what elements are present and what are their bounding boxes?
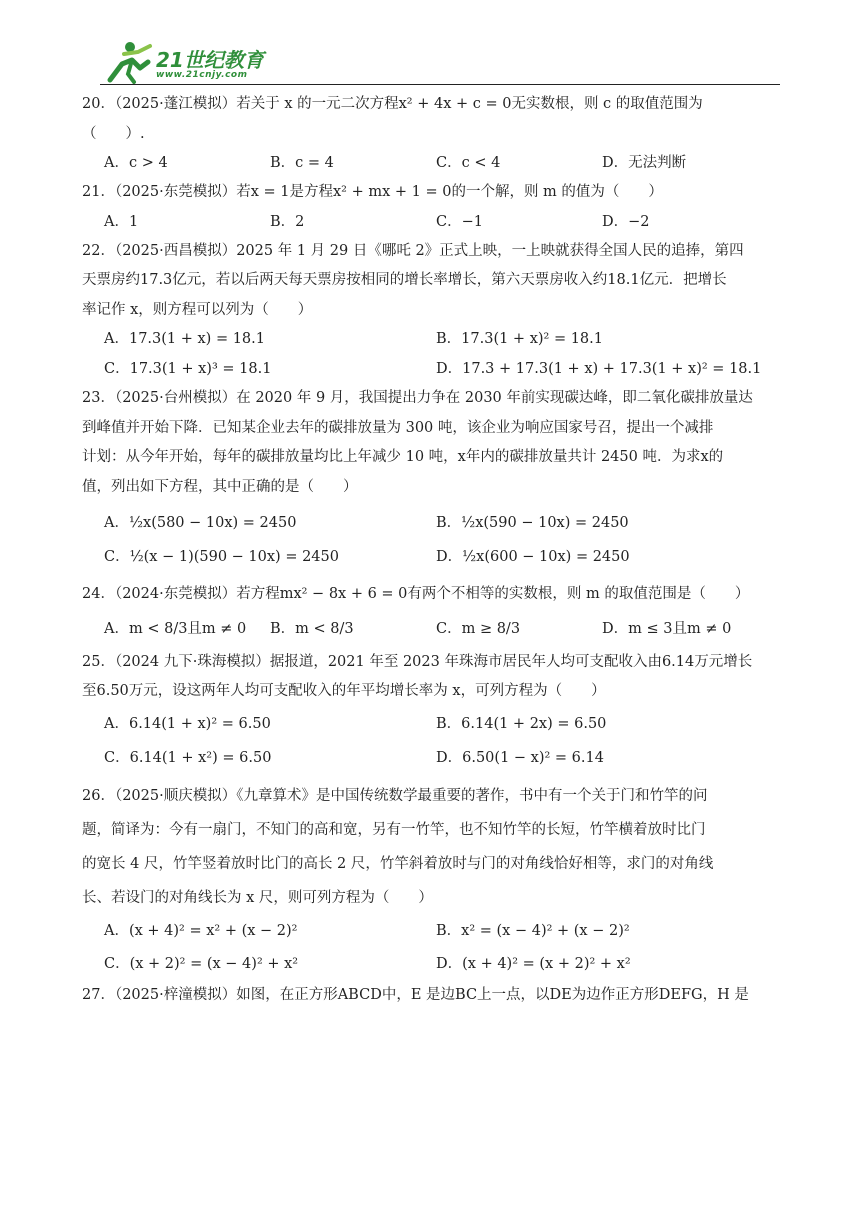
question-stem: 23．（2025·台州模拟）在 2020 年 9 月，我国提出力争在 2030 年前实现碳达峰，即二氧化碳排放量达 [82, 390, 753, 406]
option-d[interactable]: D．无法判断 [602, 155, 687, 171]
question-stem: 26．（2025·顺庆模拟）《九章算术》是中国传统数学最重要的著作，书中有一个关于门和竹竿的问 [82, 787, 708, 804]
option-group [82, 149, 782, 178]
question-26 [82, 779, 782, 981]
question-stem: 的宽长 4 尺，竹竿竖着放时比门的高长 2 尺，竹竿斜着放时与门的对角线恰好相等，求门的对角线 [82, 855, 714, 872]
option-d[interactable]: D．6.50(1 − x)² = 6.14 [436, 749, 604, 766]
question-stem: 22．（2025·西昌模拟）2025 年 1 月 29 日《哪吒 2》正式上映，一上映就获得全国人民的追捧，第四 [82, 242, 744, 259]
option-group [82, 325, 782, 384]
header-rule [100, 84, 780, 85]
question-stem: 24．（2024·东莞模拟）若方程mx² − 8x + 6 = 0有两个不相等的实数根，则 m 的取值范围是（ ） [82, 586, 750, 602]
question-stem: 25．（2024 九下·珠海模拟）据报道，2021 年至 2023 年珠海市居民年人均可支配收入由6.14万元增长 [82, 653, 753, 670]
page-header [100, 38, 780, 86]
option-a[interactable]: A．1 [104, 213, 139, 230]
option-c[interactable]: C．17.3(1 + x)³ = 18.1 [104, 360, 272, 377]
question-stem: 题，简译为：今有一扇门，不知门的高和宽，另有一竹竿，也不知竹竿的长短，竹竿横着放时比门 [82, 821, 706, 838]
option-d[interactable]: D．m ≤ 3且m ≠ 0 [602, 620, 732, 637]
option-group [82, 610, 782, 648]
option-c[interactable]: C．m ≥ 8/3 [436, 620, 521, 637]
question-25 [82, 648, 782, 775]
option-b[interactable]: B．c = 4 [270, 155, 334, 171]
question-22 [82, 237, 782, 385]
option-b[interactable]: B．m < 8/3 [270, 620, 354, 637]
option-group [82, 707, 782, 775]
question-list [82, 90, 782, 1010]
option-d[interactable]: D．17.3 + 17.3(1 + x) + 17.3(1 + x)² = 18.1 [436, 360, 762, 377]
question-stem: 27．（2025·梓潼模拟）如图，在正方形ABCD中，E 是边BC上一点，以DE为边作正方形DEFG，H 是 [82, 986, 749, 1003]
question-stem: 20．（2025·蓬江模拟）若关于 x 的一元二次方程x² + 4x + c = 0无实数根，则 c 的取值范围为 [82, 96, 703, 112]
question-stem: 至6.50万元，设这两年人均可支配收入的年平均增长率为 x，可列方程为（ ） [82, 683, 606, 699]
option-group [82, 915, 782, 981]
option-b[interactable]: B．½x(590 − 10x) = 2450 [436, 515, 629, 531]
option-d[interactable]: D．(x + 4)² = (x + 2)² + x² [436, 955, 631, 972]
question-stem: 到峰值并开始下降．已知某企业去年的碳排放量为 300 吨，该企业为响应国家号召，提出一个减排 [82, 419, 714, 436]
option-b[interactable]: B．2 [270, 213, 305, 230]
option-c[interactable]: C．(x + 2)² = (x − 4)² + x² [104, 955, 299, 972]
option-a[interactable]: A．6.14(1 + x)² = 6.50 [104, 715, 271, 732]
option-a[interactable]: A．(x + 4)² = x² + (x − 2)² [104, 922, 298, 939]
option-d[interactable]: D．½x(600 − 10x) = 2450 [436, 549, 630, 565]
logo-url-text: www.21cnjy.com [156, 70, 248, 80]
question-27 [82, 981, 782, 1011]
runner-logo-icon [104, 40, 156, 84]
question-21 [82, 178, 782, 237]
option-b[interactable]: B．17.3(1 + x)² = 18.1 [436, 331, 603, 347]
question-24 [82, 580, 782, 648]
logo-brand-text: 21世纪教育 [156, 48, 264, 72]
option-b[interactable]: B．6.14(1 + 2x) = 6.50 [436, 715, 607, 732]
option-c[interactable]: C．6.14(1 + x²) = 6.50 [104, 749, 272, 766]
question-20 [82, 90, 782, 178]
question-stem: 值，列出如下方程，其中正确的是（ ） [82, 478, 358, 495]
question-stem: 21．（2025·东莞模拟）若x = 1是方程x² + mx + 1 = 0的一个解，则 m 的值为（ ） [82, 184, 663, 200]
option-a[interactable]: A．½x(580 − 10x) = 2450 [104, 515, 297, 531]
question-23 [82, 384, 782, 574]
option-group [82, 506, 782, 574]
option-a[interactable]: A．17.3(1 + x) = 18.1 [104, 331, 265, 347]
question-stem: （ ）. [82, 125, 145, 142]
option-d[interactable]: D．−2 [602, 213, 650, 230]
option-b[interactable]: B．x² = (x − 4)² + (x − 2)² [436, 922, 630, 939]
question-stem: 长、若设门的对角线长为 x 尺，则可列方程为（ ） [82, 889, 433, 906]
question-stem: 率记作 x，则方程可以列为（ ） [82, 301, 313, 318]
option-a[interactable]: A．c > 4 [104, 155, 168, 171]
option-group [82, 208, 782, 237]
option-a[interactable]: A．m < 8/3且m ≠ 0 [104, 620, 247, 637]
logo [104, 40, 274, 84]
question-stem: 计划：从今年开始，每年的碳排放量均比上年减少 10 吨，x年内的碳排放量共计 2450 吨．为求x的 [82, 449, 724, 465]
option-c[interactable]: C．−1 [436, 213, 483, 230]
option-c[interactable]: C．½(x − 1)(590 − 10x) = 2450 [104, 549, 339, 565]
question-stem: 天票房约17.3亿元，若以后两天每天票房按相同的增长率增长，第六天票房收入约18.1亿元．把增长 [82, 272, 727, 288]
option-c[interactable]: C．c < 4 [436, 155, 501, 171]
